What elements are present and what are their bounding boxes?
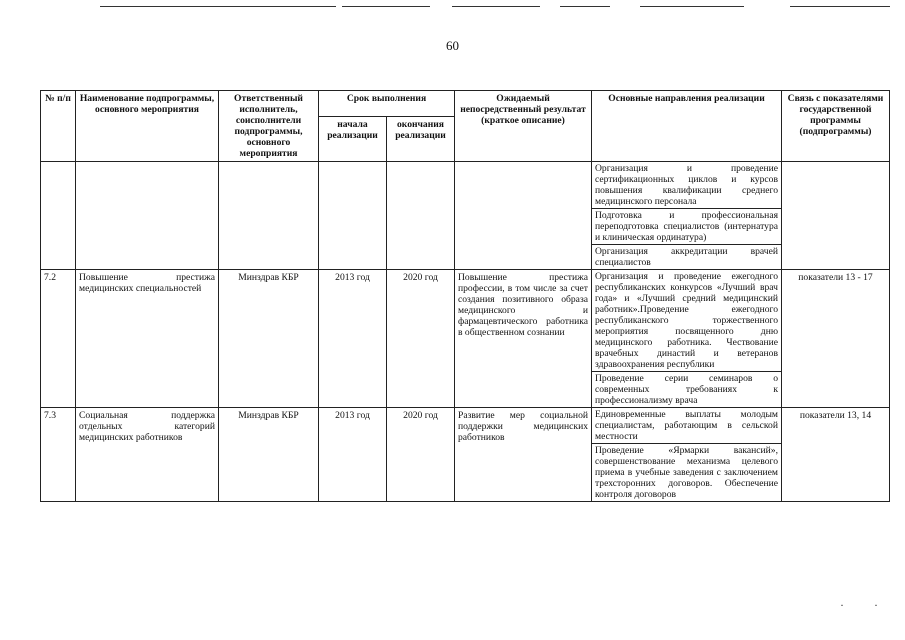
top-rule-2 <box>342 6 430 7</box>
cont-result-cell <box>455 162 592 270</box>
cont-name-cell <box>76 162 219 270</box>
direction-item: Единовременные выплаты молодым специалистам, работающим в сельской местности <box>592 408 781 444</box>
row-result: Повышение престижа профессии, в том числе за счет создания позитивного образа медицинского и фармацевтического работника в общественном сознании <box>455 270 592 408</box>
header-start: начала реализации <box>319 117 387 162</box>
top-rule-5 <box>640 6 744 7</box>
top-rule-3 <box>452 6 540 7</box>
scan-mark: · <box>840 598 844 612</box>
header-end: окончания реализации <box>387 117 455 162</box>
top-rule-1 <box>100 6 336 7</box>
top-rule-4 <box>560 6 610 7</box>
row-link: показатели 13 - 17 <box>782 270 890 408</box>
direction-item: Организация и проведение ежегодного республиканских конкурсов «Лучший врач года» и «Лучший средний медицинский работник».Проведение ежегодного республиканского торжественного мероприятия посвященного дню медицинского работника. Чествование врачебных династий и ветеранов здравоохранения республики <box>592 270 781 372</box>
row-start: 2013 год <box>319 408 387 502</box>
row-num: 7.3 <box>41 408 76 502</box>
table-row <box>41 162 890 270</box>
page-number: 60 <box>446 38 459 53</box>
header-responsible: Ответственный исполнитель, соисполнители подпрограммы, основного мероприятия <box>219 91 319 162</box>
top-rule-6 <box>790 6 890 7</box>
row-start: 2013 год <box>319 270 387 408</box>
header-name: Наименование подпрограммы, основного мероприятия <box>76 91 219 162</box>
row-result: Развитие мер социальной поддержки медицинских работников <box>455 408 592 502</box>
cont-directions-cell <box>592 162 782 270</box>
header-num: № п/п <box>41 91 76 162</box>
row-end: 2020 год <box>387 408 455 502</box>
program-table <box>40 90 890 502</box>
row-link: показатели 13, 14 <box>782 408 890 502</box>
direction-item: Подготовка и профессиональная переподготовка специалистов (интернатура и клиническая ординатура) <box>592 209 781 245</box>
header-link: Связь с показателями государственной программы (подпрограммы) <box>782 91 890 162</box>
table-row <box>41 270 890 408</box>
row-responsible: Минздрав КБР <box>219 270 319 408</box>
cont-link-cell <box>782 162 890 270</box>
direction-item: Проведение «Ярмарки вакансий», совершенствование механизма целевого приема в учебные заведения с заключением трехсторонних договоров. Обеспечение контроля договоров <box>595 445 778 500</box>
cont-resp-cell <box>219 162 319 270</box>
header-result: Ожидаемый непосредственный результат (краткое описание) <box>455 91 592 162</box>
direction-item: Организация и проведение сертификационных циклов и курсов повышения квалификации среднего медицинского персонала <box>592 162 781 209</box>
direction-item: Проведение серии семинаров о современных требованиях к профессионализму врача <box>595 373 778 406</box>
direction-item: Организация аккредитации врачей специалистов <box>595 246 778 268</box>
cont-end-cell <box>387 162 455 270</box>
row-num: 7.2 <box>41 270 76 408</box>
cont-start-cell <box>319 162 387 270</box>
row-directions <box>592 408 782 502</box>
row-end: 2020 год <box>387 270 455 408</box>
row-name: Социальная поддержка отдельных категорий медицинских работников <box>76 408 219 502</box>
row-name: Повышение престижа медицинских специальностей <box>76 270 219 408</box>
header-directions: Основные направления реализации <box>592 91 782 162</box>
table-row <box>41 408 890 502</box>
header-term: Срок выполнения <box>319 91 455 117</box>
row-directions <box>592 270 782 408</box>
scan-mark: · <box>874 598 878 612</box>
row-responsible: Минздрав КБР <box>219 408 319 502</box>
cont-num-cell <box>41 162 76 270</box>
